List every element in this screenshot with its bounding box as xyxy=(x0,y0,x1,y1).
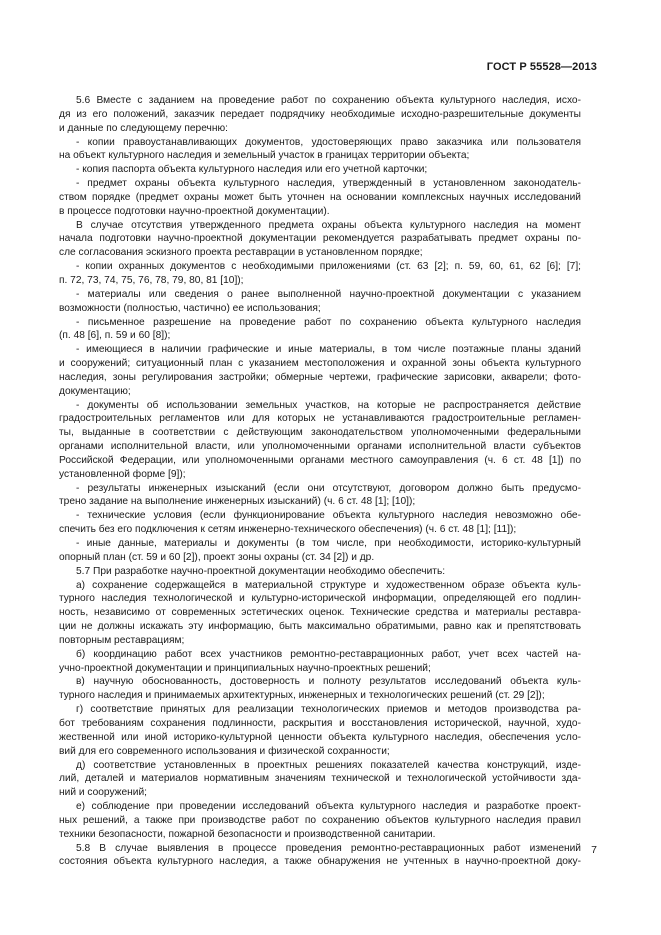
text-line: - иные данные, материалы и документы (в том числе, при необходимости, историко-культурный xyxy=(76,538,581,549)
text-line: б) координацию работ всех участников ремонтно-реставрационных работ, учет всех частей на- xyxy=(76,648,581,660)
text-line: трено задание на выполнение инженерных изысканий) (ч. 6 ст. 48 [1]; [10]); xyxy=(59,496,416,508)
text-line: ством порядке (предмет охраны может быть уточнен на основании комплексных научных исследований xyxy=(59,191,581,203)
text-line: ных решений, а также при производстве работ по сохранению объектов культурного наследия правил xyxy=(59,814,581,826)
text-line: вий для его современного использования и физической сохранности; xyxy=(59,745,390,757)
text-line: - технические условия (если функционирование объекта культурного наследия невозможно обе- xyxy=(76,510,581,522)
text-line: на объект культурного наследия и земельный участок в границах территории объекта; xyxy=(59,150,470,162)
text-line: а) сохранение содержащейся в материальной структуре и художественном образе объекта куль- xyxy=(76,579,581,591)
text-line: ты, выданные в соответствии с действующим законодательством уполномоченными федеральными xyxy=(59,427,581,439)
text-line: и данные по следующему перечню: xyxy=(59,122,228,134)
text-line: опорный план (ст. 59 и 60 [2]), проект зоны охраны (ст. 34 [2]) и др. xyxy=(59,551,375,563)
text-line: турного наследия технологической и культурно-исторической информации, определяющей его подлин- xyxy=(59,593,581,605)
text-line: - документы об использовании земельных участков, на которые не распространяется действие xyxy=(76,399,581,411)
page-number: 7 xyxy=(591,844,597,856)
text-line: дя из его положений, заказчик передает подрядчику необходимые исходно-разрешительные документы xyxy=(59,108,581,120)
text-line: наследия, зоны регулирования застройки; обмерные чертежи, графические зарисовки, акварели; фото- xyxy=(59,371,581,383)
text-line: жественной или иной историко-культурной ценности объекта культурного наследия, обеспечения усло- xyxy=(59,731,581,743)
text-line: техники безопасности, пожарной безопасности и производственной санитарии. xyxy=(59,828,436,840)
text-line: органами исполнительной власти, или уполномоченными органами исполнительной власти субъектов xyxy=(59,441,581,453)
text-line: в) научную обоснованность, достоверность и полноту результатов исследований объекта куль- xyxy=(76,676,581,688)
text-line: Российской Федерации, или уполномоченными органами местного самоуправления (ч. 6 ст. 48 [1]) по xyxy=(59,454,581,466)
text-line: ность, независимо от современных эстетических оценок. Технические средства и материалы реставра- xyxy=(59,607,581,619)
text-line: ний и сооружений; xyxy=(59,787,147,799)
text-line: В случае отсутствия утвержденного предмета охраны объекта культурного наследия на момент xyxy=(76,219,581,231)
text-line: бот требованиям сохранения подлинности, раскрытия и восстановления исторической, научной, худо- xyxy=(59,717,581,729)
text-line: турного наследия и принимаемых архитектурных, инженерных и технологических решений (ст. 29 [2]); xyxy=(59,690,545,702)
text-line: - имеющиеся в наличии графические и иные материалы, в том числе поэтажные планы зданий xyxy=(76,344,581,356)
text-line: - копия паспорта объекта культурного наследия или его учетной карточки; xyxy=(76,164,428,176)
text-line: документацию; xyxy=(59,385,131,397)
text-line: повторным реставрациям; xyxy=(59,634,185,646)
text-line: - письменное разрешение на проведение работ по сохранению объекта культурного наследия xyxy=(76,316,581,328)
text-line: состояния объекта культурного наследия, а также обнаружения не учтенных в научно-проектной доку- xyxy=(59,856,581,868)
text-line: п. 72, 73, 74, 75, 76, 78, 79, 80, 81 [10]); xyxy=(59,274,244,286)
text-line: ции не должны искажать эту информацию, быть максимально обратимыми, равно как и препятствовать xyxy=(59,621,581,633)
text-line: установленной форме [9]); xyxy=(59,468,186,480)
text-line: - копии правоустанавливающих документов, удостоверяющих право заказчика или пользователя xyxy=(76,136,581,148)
text-line: спечить без его подключения к сетям инженерно-технического обеспечения) (ч. 6 ст. 48 [1]; [11]); xyxy=(59,524,517,536)
text-line: - копии охранных документов с необходимыми приложениями (ст. 63 [2]; п. 59, 60, 61, 62 [6]; [7]; xyxy=(76,261,581,273)
text-line: в процессе подготовки научно-проектной документации). xyxy=(59,205,330,217)
text-line: (п. 48 [6], п. 59 и 60 [8]); xyxy=(59,330,171,342)
text-line: - результаты инженерных изысканий (если они отсутствуют, договором должно быть предусмо- xyxy=(76,482,581,494)
text-line: учно-проектной документации и принципиальных научно-проектных решений; xyxy=(59,662,431,674)
text-line: возможности (полностью, частично) ее использования; xyxy=(59,302,321,314)
text-line: начала подготовки научно-проектной документации рекомендуется разрабатывать предмет охраны по- xyxy=(59,233,581,245)
text-line: сле согласования эскизного проекта реставрации в установленном порядке; xyxy=(59,247,423,259)
text-line: 5.7 При разработке научно-проектной документации необходимо обеспечить: xyxy=(76,565,446,577)
text-line: д) соответствие установленных в проектных решениях показателей качества конструкций, изде- xyxy=(76,759,581,771)
text-line: лий, деталей и материалов нормативным значениям технической и технологической устойчивости зда- xyxy=(59,773,581,785)
text-line: - материалы или сведения о ранее выполненной научно-проектной документации с указанием xyxy=(76,288,581,300)
text-line: г) соответствие принятых для реализации технологических приемов и методов производства ра- xyxy=(76,704,581,716)
text-line: е) соблюдение при проведении исследований объекта культурного наследия и разработке проект- xyxy=(76,801,581,813)
document-body xyxy=(59,94,581,869)
text-line: 5.6 Вместе с заданием на проведение работ по сохранению объекта культурного наследия, исхо- xyxy=(76,95,581,106)
text-line: градостроительных регламентов или для которых не устанавливаются градостроительные регламен- xyxy=(59,413,581,425)
standard-number-header: ГОСТ Р 55528—2013 xyxy=(486,61,597,73)
text-line: 5.8 В случае выявления в процессе проведения ремонтно-реставрационных работ изменений xyxy=(76,842,581,854)
text-line: - предмет охраны объекта культурного наследия, утвержденный в установленном законодатель- xyxy=(76,178,581,190)
text-line: и сооружений; ситуационный план с указанием местоположения и охранной зоны объекта культурного xyxy=(59,358,581,370)
